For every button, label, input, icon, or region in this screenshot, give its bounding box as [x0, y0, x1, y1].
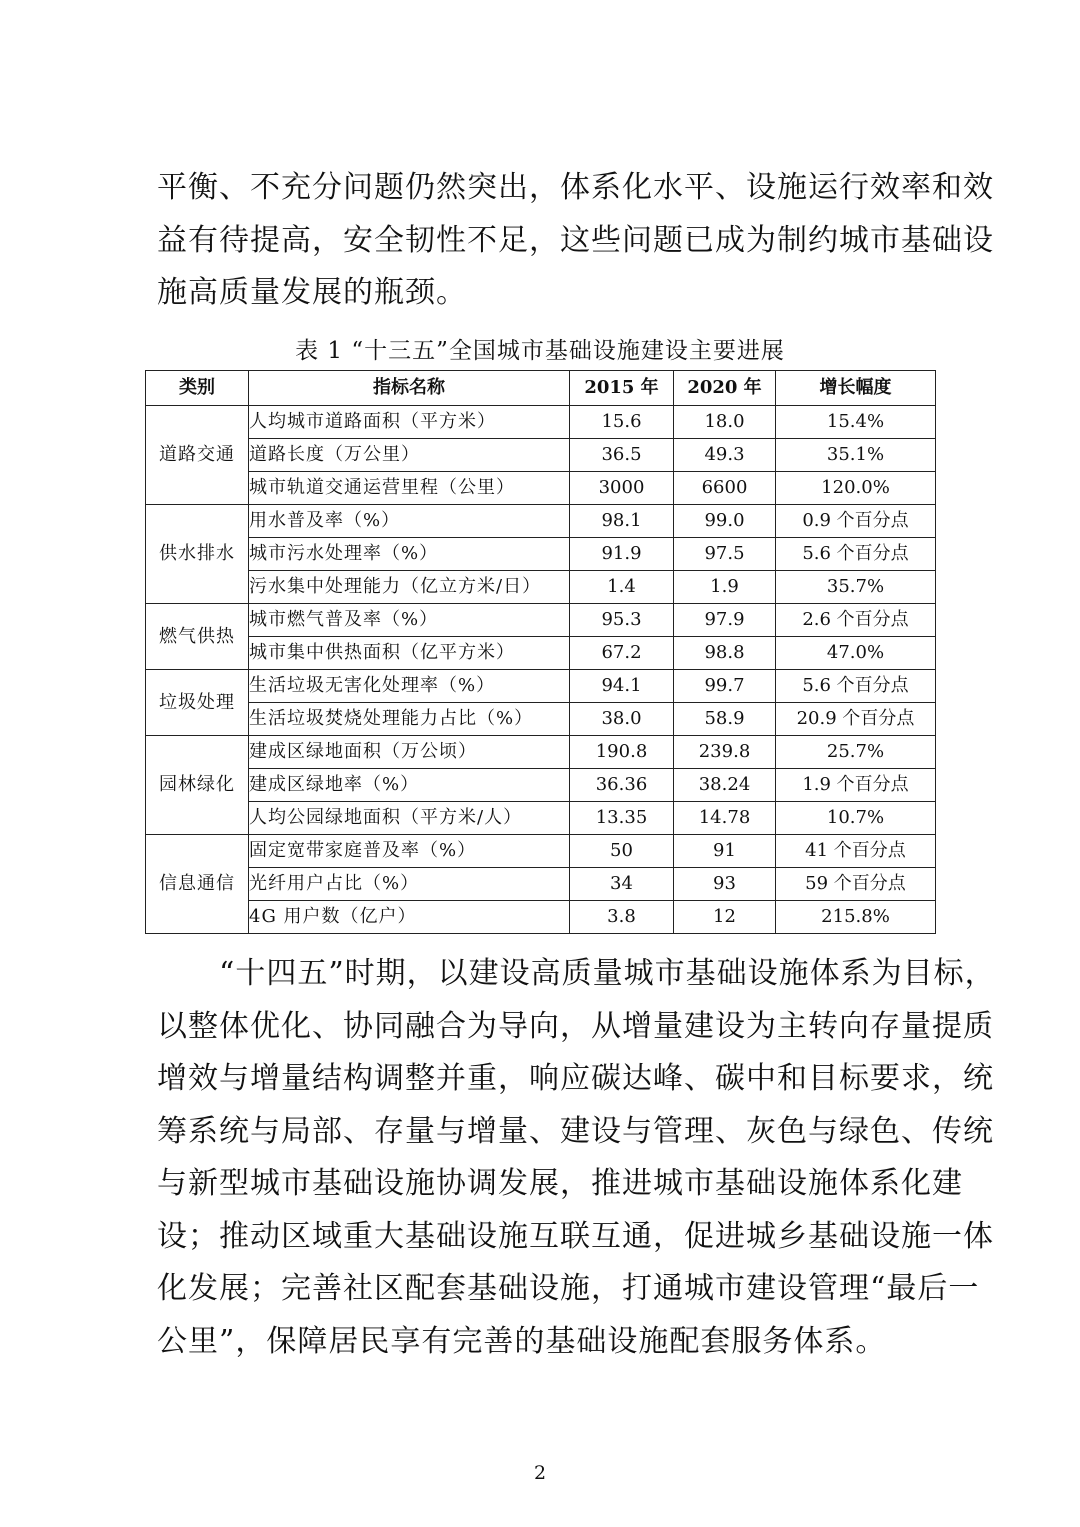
paragraph-line: 与新型城市基础设施协调发展，推进城市基础设施体系化建 [157, 1166, 963, 1201]
table-row [146, 505, 936, 538]
indicator-cell: 道路长度（万公里） [249, 439, 570, 472]
value-2020-cell: 6600 [674, 472, 776, 505]
table-row [146, 538, 936, 571]
category-cell: 燃气供热 [146, 604, 249, 670]
indicator-cell: 用水普及率（%） [249, 505, 570, 538]
indicator-cell: 人均城市道路面积（平方米） [249, 406, 570, 439]
category-cell: 园林绿化 [146, 736, 249, 835]
header-2020: 2020 年 [674, 371, 776, 406]
paragraph-line: 施高质量发展的瓶颈。 [157, 275, 467, 310]
table-row [146, 406, 936, 439]
infrastructure-progress-table [145, 370, 936, 934]
category-cell: 信息通信 [146, 835, 249, 934]
table-header-row [146, 371, 936, 406]
indicator-cell: 固定宽带家庭普及率（%） [249, 835, 570, 868]
paragraph-line: 平衡、不充分问题仍然突出，体系化水平、设施运行效率和效 [157, 170, 994, 205]
indicator-cell: 光纤用户占比（%） [249, 868, 570, 901]
value-2020-cell: 99.0 [674, 505, 776, 538]
value-2015-cell: 3.8 [570, 901, 674, 934]
value-2015-cell: 36.5 [570, 439, 674, 472]
growth-cell: 0.9 个百分点 [776, 505, 936, 538]
value-2020-cell: 18.0 [674, 406, 776, 439]
growth-cell: 25.7% [776, 736, 936, 769]
growth-cell: 1.9 个百分点 [776, 769, 936, 802]
paragraph-line: 增效与增量结构调整并重，响应碳达峰、碳中和目标要求，统 [157, 1061, 994, 1096]
table-row [146, 901, 936, 934]
value-2015-cell: 50 [570, 835, 674, 868]
growth-cell: 2.6 个百分点 [776, 604, 936, 637]
growth-cell: 5.6 个百分点 [776, 538, 936, 571]
indicator-cell: 污水集中处理能力（亿立方米/日） [249, 571, 570, 604]
paragraph-line: 以整体优化、协同融合为导向，从增量建设为主转向存量提质 [157, 1008, 994, 1044]
table-row [146, 703, 936, 736]
value-2015-cell: 94.1 [570, 670, 674, 703]
value-2015-cell: 15.6 [570, 406, 674, 439]
value-2020-cell: 12 [674, 901, 776, 934]
value-2015-cell: 190.8 [570, 736, 674, 769]
value-2020-cell: 97.9 [674, 604, 776, 637]
indicator-cell: 4G 用户数（亿户） [249, 901, 570, 934]
paragraph-line: 设；推动区域重大基础设施互联互通，促进城乡基础设施一体 [157, 1218, 994, 1254]
value-2020-cell: 99.7 [674, 670, 776, 703]
growth-cell: 59 个百分点 [776, 868, 936, 901]
header-category: 类别 [146, 371, 249, 406]
growth-cell: 35.7% [776, 571, 936, 604]
indicator-cell: 建成区绿地面积（万公顷） [249, 736, 570, 769]
table-row [146, 604, 936, 637]
indicator-cell: 城市轨道交通运营里程（公里） [249, 472, 570, 505]
header-indicator: 指标名称 [249, 371, 570, 406]
growth-cell: 120.0% [776, 472, 936, 505]
indicator-cell: 城市集中供热面积（亿平方米） [249, 637, 570, 670]
table-caption: 表 1 “十三五”全国城市基础设施建设主要进展 [295, 338, 785, 364]
value-2020-cell: 93 [674, 868, 776, 901]
value-2020-cell: 98.8 [674, 637, 776, 670]
value-2015-cell: 36.36 [570, 769, 674, 802]
indicator-cell: 城市燃气普及率（%） [249, 604, 570, 637]
table-row [146, 472, 936, 505]
category-cell: 道路交通 [146, 406, 249, 505]
growth-cell: 35.1% [776, 439, 936, 472]
table-row [146, 571, 936, 604]
growth-cell: 41 个百分点 [776, 835, 936, 868]
table-row [146, 736, 936, 769]
intro-paragraph [157, 162, 994, 320]
paragraph-line: “十四五”时期，以建设高质量城市基础设施体系为目标， [157, 956, 996, 991]
value-2020-cell: 1.9 [674, 571, 776, 604]
body-paragraph [157, 948, 996, 1368]
header-growth: 增长幅度 [776, 371, 936, 406]
growth-cell: 20.9 个百分点 [776, 703, 936, 736]
header-2015: 2015 年 [570, 371, 674, 406]
paragraph-line: 化发展；完善社区配套基础设施，打通城市建设管理“最后一 [157, 1271, 980, 1306]
value-2020-cell: 38.24 [674, 769, 776, 802]
paragraph-line: 筹系统与局部、存量与增量、建设与管理、灰色与绿色、传统 [157, 1113, 994, 1149]
value-2020-cell: 239.8 [674, 736, 776, 769]
category-cell: 供水排水 [146, 505, 249, 604]
table-row [146, 637, 936, 670]
value-2020-cell: 58.9 [674, 703, 776, 736]
value-2020-cell: 49.3 [674, 439, 776, 472]
value-2020-cell: 14.78 [674, 802, 776, 835]
value-2015-cell: 3000 [570, 472, 674, 505]
value-2015-cell: 13.35 [570, 802, 674, 835]
growth-cell: 215.8% [776, 901, 936, 934]
table-row [146, 868, 936, 901]
table-row [146, 670, 936, 703]
indicator-cell: 城市污水处理率（%） [249, 538, 570, 571]
table-row [146, 769, 936, 802]
table-row [146, 835, 936, 868]
indicator-cell: 人均公园绿地面积（平方米/人） [249, 802, 570, 835]
indicator-cell: 建成区绿地率（%） [249, 769, 570, 802]
growth-cell: 47.0% [776, 637, 936, 670]
category-cell: 垃圾处理 [146, 670, 249, 736]
growth-cell: 10.7% [776, 802, 936, 835]
paragraph-line: 公里”，保障居民享有完善的基础设施配套服务体系。 [157, 1323, 887, 1359]
value-2020-cell: 97.5 [674, 538, 776, 571]
value-2015-cell: 91.9 [570, 538, 674, 571]
value-2020-cell: 91 [674, 835, 776, 868]
page-number: 2 [533, 1462, 547, 1484]
value-2015-cell: 34 [570, 868, 674, 901]
growth-cell: 5.6 个百分点 [776, 670, 936, 703]
value-2015-cell: 98.1 [570, 505, 674, 538]
indicator-cell: 生活垃圾焚烧处理能力占比（%） [249, 703, 570, 736]
paragraph-line: 益有待提高，安全韧性不足，这些问题已成为制约城市基础设 [157, 222, 994, 258]
value-2015-cell: 67.2 [570, 637, 674, 670]
table-row [146, 802, 936, 835]
value-2015-cell: 38.0 [570, 703, 674, 736]
growth-cell: 15.4% [776, 406, 936, 439]
indicator-cell: 生活垃圾无害化处理率（%） [249, 670, 570, 703]
table-row [146, 439, 936, 472]
value-2015-cell: 95.3 [570, 604, 674, 637]
value-2015-cell: 1.4 [570, 571, 674, 604]
